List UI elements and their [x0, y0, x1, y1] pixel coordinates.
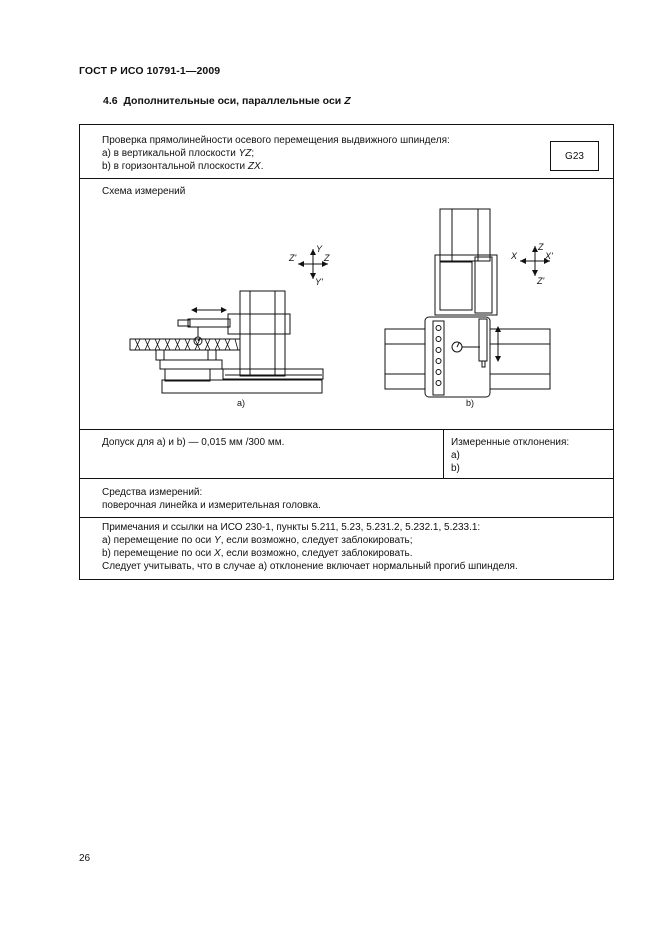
instruments-text: поверочная линейка и измерительная головка.: [102, 500, 321, 511]
figure-b-caption: b): [466, 398, 475, 408]
test-item-b: b) в горизонтальной плоскости ZX.: [102, 161, 264, 172]
test-description-row: [80, 125, 613, 179]
document-header: ГОСТ Р ИСО 10791-1—2009: [79, 65, 221, 77]
measured-deviations-label: Измеренные отклонения:: [451, 437, 570, 448]
test-code-box: G23: [550, 141, 599, 171]
saddle-b: [425, 317, 490, 397]
figure-a: [130, 249, 328, 393]
tolerance-divider: [443, 430, 444, 478]
axis-label-a-z: Z: [324, 253, 330, 263]
right-way-b: [490, 329, 550, 389]
measured-deviation-b: b): [451, 463, 460, 474]
figure-b: [385, 209, 550, 397]
axis-label-b-x: X: [511, 251, 518, 261]
page-number: 26: [79, 853, 91, 864]
notes-line-4: Следует учитывать, что в случае а) отклонение включает нормальный прогиб шпинделя.: [102, 561, 518, 572]
machine-base-a: [162, 380, 322, 393]
table-a: [160, 360, 222, 369]
diagram-row: [80, 179, 613, 430]
spindle-a: [188, 319, 230, 327]
notes-row: [80, 518, 613, 579]
section-heading: [103, 95, 351, 107]
column-b: [440, 209, 490, 261]
tolerance-row: [80, 430, 613, 479]
test-item-a: a) в вертикальной плоскости YZ;: [102, 148, 255, 159]
straightedge-a: [130, 339, 240, 350]
axis-label-b-zprime: Z': [537, 276, 545, 286]
axis-label-b-z: Z: [538, 242, 544, 252]
axis-label-a-y: Y: [316, 244, 323, 254]
section-title-axis: Z: [344, 95, 351, 107]
headstock-a: [228, 314, 290, 334]
test-table: [79, 124, 614, 580]
instruments-row: [80, 479, 613, 518]
notes-line-2: а) перемещение по оси Y, если возможно, следует заблокировать;: [102, 535, 413, 546]
tolerance-text: Допуск для а) и b) — 0,015 мм /300 мм.: [102, 437, 285, 448]
axis-label-a-zprime: Z': [289, 253, 297, 263]
notes-line-3: b) перемещение по оси X, если возможно, следует заблокировать.: [102, 548, 413, 559]
headstock-b: [435, 255, 497, 315]
section-title: Дополнительные оси, параллельные оси: [123, 95, 342, 107]
spindle-b: [479, 319, 487, 361]
measured-deviation-a: a): [451, 450, 460, 461]
diagram-heading: Схема измерений: [102, 186, 186, 197]
test-title: Проверка прямолинейности осевого перемещения выдвижного шпинделя:: [102, 135, 450, 146]
measurement-diagram: [80, 179, 613, 428]
instruments-label: Средства измерений:: [102, 487, 203, 498]
section-number: 4.6: [103, 95, 118, 107]
notes-line-1: Примечания и ссылки на ИСО 230-1, пункты 5.211, 5.23, 5.231.2, 5.232.1, 5.233.1:: [102, 522, 481, 533]
axis-label-a-yprime: Y': [315, 277, 323, 287]
figure-a-caption: a): [237, 398, 246, 408]
axis-label-b-xprime: X': [545, 251, 553, 261]
left-way-b: [385, 329, 425, 389]
